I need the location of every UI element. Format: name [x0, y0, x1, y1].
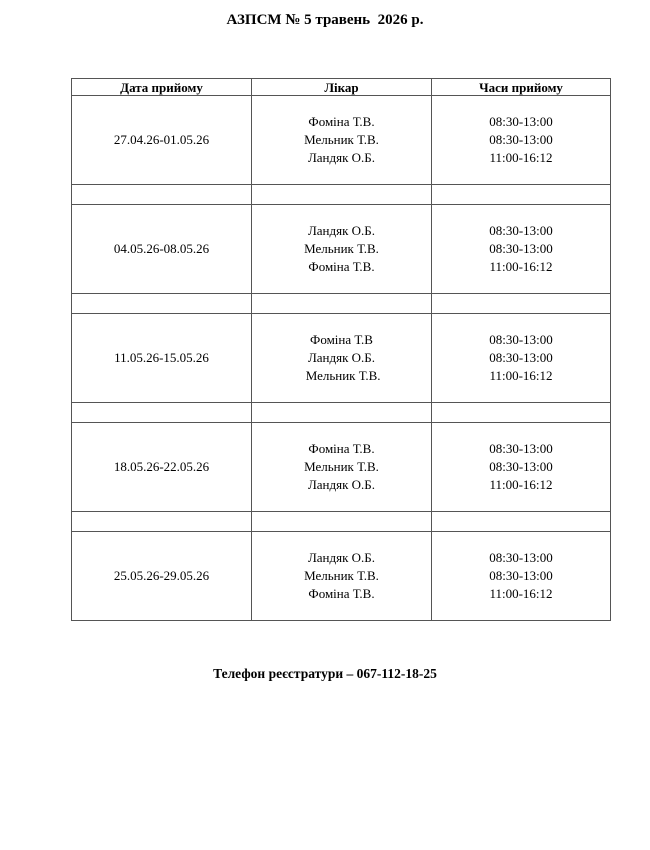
hours-cell — [432, 314, 611, 403]
hours-value: 08:30-13:00 — [489, 441, 553, 456]
table-row — [72, 96, 611, 185]
hours-cell — [432, 423, 611, 512]
empty-cell — [432, 403, 611, 423]
doctor-name: Фоміна Т.В. — [308, 586, 375, 601]
doctors-cell — [252, 532, 432, 621]
page-title: АЗПСМ № 5 травень 2026 р. — [226, 12, 424, 28]
hours-cell — [432, 532, 611, 621]
empty-cell — [432, 512, 611, 532]
doctor-name: Фоміна Т.В — [310, 332, 373, 347]
doctors-cell — [252, 96, 432, 185]
doctor-name: Мельник Т.В. — [304, 568, 379, 583]
schedule-table — [71, 78, 611, 621]
doctor-name: Фоміна Т.В. — [308, 441, 375, 456]
date-cell: 04.05.26-08.05.26 — [72, 205, 252, 294]
doctor-name: Мельник Т.В. — [304, 459, 379, 474]
hours-value: 11:00-16:12 — [489, 477, 553, 492]
table-header-row — [72, 79, 611, 96]
hours-value: 08:30-13:00 — [489, 550, 553, 565]
spacer-row — [72, 294, 611, 314]
hours-cell — [432, 205, 611, 294]
doctor-name: Мельник Т.В. — [302, 368, 381, 383]
spacer-row — [72, 512, 611, 532]
hours-value: 08:30-13:00 — [489, 114, 553, 129]
empty-cell — [72, 403, 252, 423]
header-doctor: Лікар — [252, 79, 432, 96]
header-date: Дата прийому — [72, 79, 252, 96]
hours-value: 08:30-13:00 — [489, 459, 553, 474]
empty-cell — [432, 294, 611, 314]
spacer-row — [72, 403, 611, 423]
doctors-cell — [252, 205, 432, 294]
doctor-name: Мельник Т.В. — [304, 241, 379, 256]
table-row — [72, 423, 611, 512]
hours-value: 08:30-13:00 — [489, 132, 553, 147]
hours-value: 11:00-16:12 — [489, 586, 553, 601]
hours-value: 08:30-13:00 — [489, 241, 553, 256]
empty-cell — [432, 185, 611, 205]
table-row — [72, 532, 611, 621]
date-cell: 27.04.26-01.05.26 — [72, 96, 252, 185]
empty-cell — [252, 403, 432, 423]
doctor-name: Фоміна Т.В. — [308, 259, 375, 274]
hours-value: 08:30-13:00 — [489, 568, 553, 583]
doctor-name: Мельник Т.В. — [304, 132, 379, 147]
header-hours: Часи прийому — [432, 79, 611, 96]
empty-cell — [252, 294, 432, 314]
date-cell: 11.05.26-15.05.26 — [72, 314, 252, 403]
date-cell: 25.05.26-29.05.26 — [72, 532, 252, 621]
doctor-name: Фоміна Т.В. — [308, 114, 375, 129]
hours-value: 08:30-13:00 — [489, 223, 553, 238]
spacer-row — [72, 185, 611, 205]
doctor-name: Ландяк О.Б. — [307, 150, 376, 165]
doctors-cell — [252, 423, 432, 512]
doctor-name: Ландяк О.Б. — [307, 550, 376, 565]
table-row — [72, 314, 611, 403]
hours-value: 08:30-13:00 — [489, 332, 553, 347]
empty-cell — [252, 185, 432, 205]
hours-value: 11:00-16:12 — [489, 259, 553, 274]
doctor-name: Ландяк О.Б. — [307, 350, 376, 365]
hours-value: 11:00-16:12 — [489, 150, 553, 165]
empty-cell — [252, 512, 432, 532]
hours-value: 08:30-13:00 — [489, 350, 553, 365]
doctors-cell — [252, 314, 432, 403]
empty-cell — [72, 512, 252, 532]
date-cell: 18.05.26-22.05.26 — [72, 423, 252, 512]
doctor-name: Ландяк О.Б. — [307, 477, 376, 492]
hours-cell — [432, 96, 611, 185]
hours-value: 11:00-16:12 — [489, 368, 553, 383]
table-row — [72, 205, 611, 294]
doctor-name: Ландяк О.Б. — [307, 223, 376, 238]
empty-cell — [72, 294, 252, 314]
empty-cell — [72, 185, 252, 205]
registry-phone: Телефон реєстратури – 067-112-18-25 — [213, 666, 437, 681]
